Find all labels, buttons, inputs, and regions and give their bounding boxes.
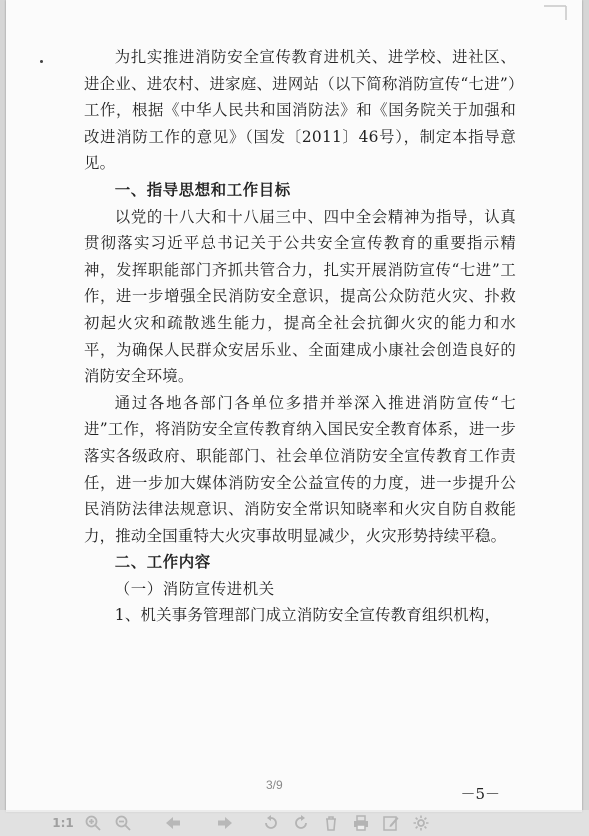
settings-icon[interactable] bbox=[406, 810, 436, 836]
heading-guiding-ideology: 一、指导思想和工作目标 bbox=[114, 180, 291, 199]
zoom-in-icon[interactable] bbox=[78, 810, 108, 836]
paragraph-intro: 为扎实推进消防安全宣传教育进机关、进学校、进社区、进企业、进农村、进家庭、进网站（以下简称消防宣传“七进”）工作，根据《中华人民共和国消防法》和《国务院关于加强和改进消防工作的意见》（国发〔2011〕46号），制定本指导意见。 bbox=[84, 48, 516, 173]
edit-icon[interactable] bbox=[376, 810, 406, 836]
document-body bbox=[84, 44, 516, 629]
delete-icon[interactable] bbox=[316, 810, 346, 836]
page-corner-mark bbox=[542, 4, 568, 22]
actual-size-button[interactable]: 1:1 bbox=[52, 816, 74, 830]
previous-page-icon[interactable] bbox=[158, 810, 188, 836]
viewer-toolbar bbox=[0, 810, 589, 836]
rotate-left-icon[interactable] bbox=[256, 810, 286, 836]
scan-speck bbox=[40, 60, 43, 63]
paragraph-guiding-ideology: 以党的十八大和十八届三中、四中全会精神为指导，认真贯彻落实习近平总书记关于公共安全宣传教育的重要指示精神，发挥职能部门齐抓共管合力，扎实开展消防宣传“七进”工作，进一步增强全民消防安全意识，提高公众防范火灾、扑救初起火灾和疏散逃生能力，提高全社会抗御火灾的能力和水平，为确保人民群众安居乐业、全面建成小康社会创造良好的消防安全环境。 bbox=[84, 207, 516, 386]
print-icon[interactable] bbox=[346, 810, 376, 836]
page-indicator: 3/9 bbox=[266, 778, 283, 792]
zoom-out-icon[interactable] bbox=[108, 810, 138, 836]
paragraph-agencies-item-1: 1、机关事务管理部门成立消防安全宣传教育组织机构， bbox=[114, 606, 501, 625]
next-page-icon[interactable] bbox=[210, 810, 240, 836]
heading-work-content: 二、工作内容 bbox=[114, 553, 211, 572]
rotate-right-icon[interactable] bbox=[286, 810, 316, 836]
paragraph-work-goals: 通过各地各部门各单位多措并举深入推进消防宣传“七进”工作，将消防安全宣传教育纳入国民安全教育体系，进一步落实各级政府、职能部门、社会单位消防安全宣传教育工作责任，进一步加大媒体消防安全公益宣传的力度，进一步提升公民消防法律法规意识、消防安全常识知晓率和火灾自防自救能力，推动全国重特大火灾事故明显减少，火灾形势持续平稳。 bbox=[84, 393, 516, 545]
page-number: －5－ bbox=[460, 785, 500, 803]
subheading-publicity-agencies: （一）消防宣传进机关 bbox=[114, 579, 275, 598]
document-page bbox=[6, 0, 582, 812]
